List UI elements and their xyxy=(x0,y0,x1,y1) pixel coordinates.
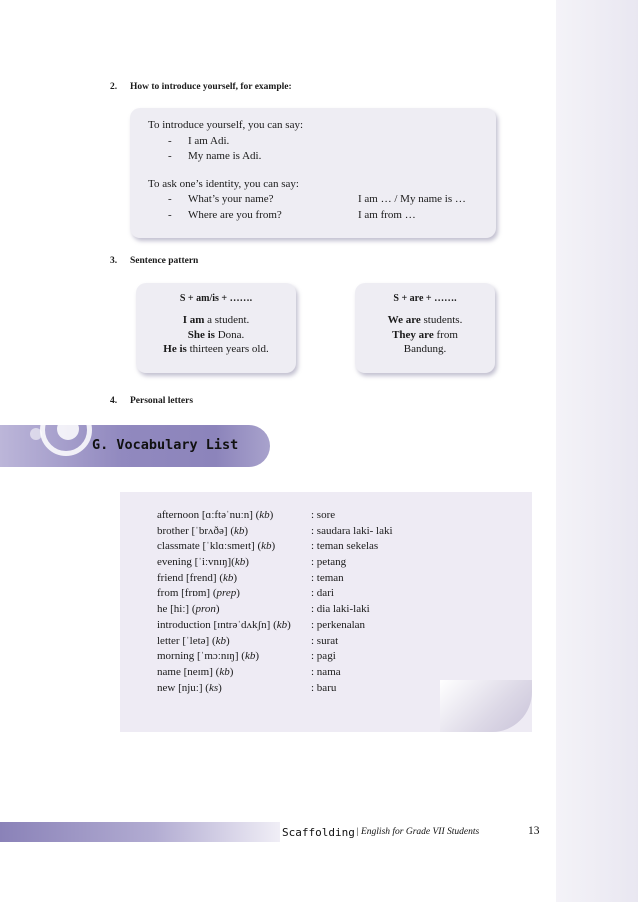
pattern-example: I am a student. xyxy=(182,314,250,326)
decorative-circle-icon xyxy=(57,418,79,440)
pattern-formula: S + am/is + ……. xyxy=(179,293,253,304)
vocabulary-row xyxy=(157,649,517,665)
pattern-example: We are students. xyxy=(387,314,463,326)
vocabulary-term: he [hiː] (pron) xyxy=(157,603,220,616)
intro-item: My name is Adi. xyxy=(188,150,262,162)
vocabulary-row xyxy=(157,618,517,634)
page-margin-strip xyxy=(556,0,638,902)
ask-response: I am … / My name is … xyxy=(358,193,466,205)
section-2-heading xyxy=(110,82,292,92)
vocabulary-meaning: : teman sekelas xyxy=(311,540,379,553)
vocabulary-row xyxy=(157,555,517,571)
vocabulary-term: friend [frend] (kb) xyxy=(157,571,238,584)
vocabulary-list xyxy=(157,508,517,696)
intro-label: To introduce yourself, you can say: xyxy=(148,119,304,131)
section-g-title: G. Vocabulary List xyxy=(92,437,239,453)
ask-question: Where are you from? xyxy=(188,208,282,221)
vocabulary-term: name [neɪm] (kb) xyxy=(157,665,234,678)
section-4-heading xyxy=(110,396,193,406)
vocabulary-term: classmate [ˈklɑːsmeɪt] (kb) xyxy=(157,540,276,553)
section-title: How to introduce yourself, for example: xyxy=(130,82,292,92)
pattern-example: He is thirteen years old. xyxy=(163,343,269,355)
book-subtitle: | English for Grade VII Students xyxy=(356,827,480,837)
vocabulary-row xyxy=(157,539,517,555)
vocabulary-meaning: : nama xyxy=(311,665,341,678)
vocabulary-row xyxy=(157,586,517,602)
pattern-plural-box xyxy=(355,283,495,373)
vocabulary-meaning: : saudara laki- laki xyxy=(311,524,393,537)
vocabulary-meaning: : perkenalan xyxy=(311,618,366,631)
vocabulary-term: brother [ˈbrʌðə] (kb) xyxy=(157,524,249,537)
introduction-example-box: To introduce yourself, you can say: - I am Adi. - My name is Adi. To ask one’s identity, you can say: - What’s your name? I am … / My name is … - Where are you from? I am from … xyxy=(130,108,496,238)
vocabulary-row xyxy=(157,602,517,618)
pattern-formula: S + are + ……. xyxy=(393,293,457,304)
ask-label: To ask one’s identity, you can say: xyxy=(148,177,299,190)
vocabulary-row xyxy=(157,571,517,587)
vocabulary-term: morning [ˈmɔːnɪŋ] (kb) xyxy=(157,650,259,663)
intro-item: I am Adi. xyxy=(188,134,230,147)
vocabulary-term: evening [ˈiːvnɪŋ](kb) xyxy=(157,556,249,569)
pattern-example: Bandung. xyxy=(403,343,447,355)
section-title: Personal letters xyxy=(130,396,194,406)
vocabulary-row xyxy=(157,665,517,681)
vocabulary-row xyxy=(157,681,517,697)
page-number: 13 xyxy=(528,825,540,837)
vocabulary-meaning: : dia laki-laki xyxy=(311,603,370,616)
section-number: 3. xyxy=(110,256,118,266)
vocabulary-meaning: : dari xyxy=(311,587,334,600)
vocabulary-term: introduction [ɪntrəˈdʌkʃn] (kb) xyxy=(157,618,291,631)
vocabulary-meaning: : sore xyxy=(311,509,336,521)
section-number: 4. xyxy=(110,396,118,406)
footer-bar xyxy=(0,822,280,842)
pattern-singular-box xyxy=(136,283,296,373)
vocabulary-row xyxy=(157,508,517,524)
vocabulary-term: new [njuː] (ks) xyxy=(157,681,222,694)
book-title: Scaffolding xyxy=(282,826,355,839)
ask-response: I am from … xyxy=(358,208,416,221)
vocabulary-term: letter [ˈletə] (kb) xyxy=(157,634,230,647)
pattern-example: They are from xyxy=(392,328,458,341)
vocabulary-row xyxy=(157,524,517,540)
decorative-circle-icon xyxy=(30,428,42,440)
vocabulary-meaning: : teman xyxy=(311,571,344,584)
ask-question: What’s your name? xyxy=(188,193,274,205)
vocabulary-term: afternoon [ɑːftəˈnuːn] (kb) xyxy=(157,509,274,521)
section-3-heading xyxy=(110,256,198,266)
vocabulary-meaning: : baru xyxy=(311,681,337,694)
vocabulary-meaning: : pagi xyxy=(311,650,336,663)
section-title: Sentence pattern xyxy=(130,256,199,266)
vocabulary-meaning: : petang xyxy=(311,556,347,569)
vocabulary-meaning: : surat xyxy=(311,634,339,647)
section-number: 2. xyxy=(110,82,118,92)
vocabulary-row xyxy=(157,634,517,650)
vocabulary-term: from [frɒm] (prep) xyxy=(157,587,240,600)
pattern-example: She is Dona. xyxy=(187,328,245,341)
